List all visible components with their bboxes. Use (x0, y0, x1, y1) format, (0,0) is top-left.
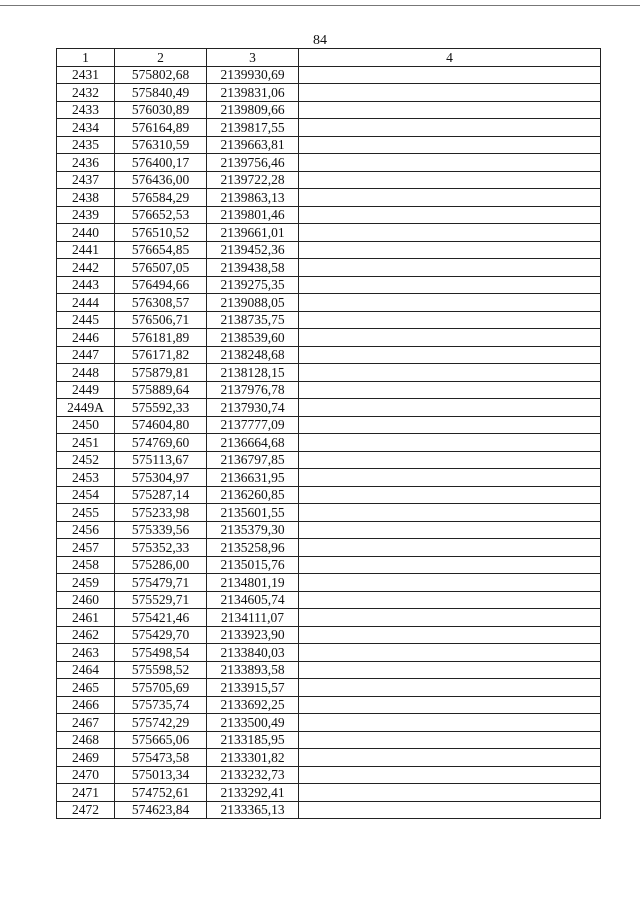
cell-coord-y: 2133840,03 (207, 644, 299, 662)
cell-point-number: 2462 (57, 626, 115, 644)
table-row (57, 241, 601, 259)
cell-coord-y: 2133692,25 (207, 696, 299, 714)
cell-coord-x: 575889,64 (115, 381, 207, 399)
cell-coord-x: 574623,84 (115, 801, 207, 819)
cell-point-number: 2463 (57, 644, 115, 662)
cell-note (299, 84, 601, 102)
cell-coord-y: 2133185,95 (207, 731, 299, 749)
cell-point-number: 2443 (57, 276, 115, 294)
cell-note (299, 224, 601, 242)
table-row (57, 329, 601, 347)
cell-coord-x: 575735,74 (115, 696, 207, 714)
table-row (57, 539, 601, 557)
cell-point-number: 2464 (57, 661, 115, 679)
cell-note (299, 644, 601, 662)
table-row (57, 416, 601, 434)
cell-coord-x: 575802,68 (115, 66, 207, 84)
cell-point-number: 2457 (57, 539, 115, 557)
cell-note (299, 381, 601, 399)
cell-coord-y: 2139863,13 (207, 189, 299, 207)
table-row (57, 171, 601, 189)
table-row (57, 696, 601, 714)
cell-coord-x: 575421,46 (115, 609, 207, 627)
cell-coord-x: 576507,05 (115, 259, 207, 277)
cell-coord-x: 574769,60 (115, 434, 207, 452)
cell-coord-y: 2133893,58 (207, 661, 299, 679)
cell-point-number: 2455 (57, 504, 115, 522)
cell-note (299, 661, 601, 679)
cell-point-number: 2447 (57, 346, 115, 364)
cell-note (299, 311, 601, 329)
cell-point-number: 2435 (57, 136, 115, 154)
cell-point-number: 2450 (57, 416, 115, 434)
cell-note (299, 434, 601, 452)
cell-coord-y: 2133915,57 (207, 679, 299, 697)
cell-note (299, 749, 601, 767)
cell-note (299, 66, 601, 84)
cell-coord-x: 575286,00 (115, 556, 207, 574)
table-row (57, 136, 601, 154)
cell-coord-y: 2139722,28 (207, 171, 299, 189)
cell-coord-y: 2137930,74 (207, 399, 299, 417)
table-row (57, 469, 601, 487)
table-row (57, 644, 601, 662)
table-row (57, 84, 601, 102)
cell-note (299, 574, 601, 592)
table-row (57, 574, 601, 592)
cell-point-number: 2441 (57, 241, 115, 259)
cell-coord-y: 2133500,49 (207, 714, 299, 732)
cell-coord-x: 576400,17 (115, 154, 207, 172)
cell-coord-x: 574604,80 (115, 416, 207, 434)
cell-coord-y: 2133292,41 (207, 784, 299, 802)
cell-point-number: 2467 (57, 714, 115, 732)
cell-point-number: 2446 (57, 329, 115, 347)
cell-point-number: 2431 (57, 66, 115, 84)
cell-coord-x: 576030,89 (115, 101, 207, 119)
cell-coord-y: 2136631,95 (207, 469, 299, 487)
cell-note (299, 206, 601, 224)
cell-coord-y: 2136664,68 (207, 434, 299, 452)
cell-note (299, 329, 601, 347)
header-row (57, 49, 601, 67)
cell-point-number: 2456 (57, 521, 115, 539)
table-row (57, 154, 601, 172)
table-row (57, 626, 601, 644)
header-col-1: 1 (57, 49, 115, 67)
cell-coord-y: 2135601,55 (207, 504, 299, 522)
cell-coord-x: 576494,66 (115, 276, 207, 294)
cell-coord-y: 2133365,13 (207, 801, 299, 819)
cell-point-number: 2451 (57, 434, 115, 452)
cell-coord-x: 574752,61 (115, 784, 207, 802)
cell-note (299, 136, 601, 154)
cell-coord-y: 2139930,69 (207, 66, 299, 84)
cell-point-number: 2454 (57, 486, 115, 504)
table-row (57, 381, 601, 399)
cell-note (299, 696, 601, 714)
cell-point-number: 2449 (57, 381, 115, 399)
cell-coord-x: 575529,71 (115, 591, 207, 609)
table-row (57, 486, 601, 504)
cell-note (299, 451, 601, 469)
table-row (57, 224, 601, 242)
cell-point-number: 2438 (57, 189, 115, 207)
cell-coord-x: 575113,67 (115, 451, 207, 469)
cell-coord-y: 2136797,85 (207, 451, 299, 469)
cell-coord-y: 2139088,05 (207, 294, 299, 312)
cell-coord-x: 575665,06 (115, 731, 207, 749)
cell-coord-y: 2139817,55 (207, 119, 299, 137)
cell-note (299, 539, 601, 557)
cell-note (299, 504, 601, 522)
cell-coord-y: 2139438,58 (207, 259, 299, 277)
cell-coord-x: 575879,81 (115, 364, 207, 382)
header-col-4: 4 (299, 49, 601, 67)
cell-coord-y: 2133923,90 (207, 626, 299, 644)
header-col-3: 3 (207, 49, 299, 67)
cell-coord-x: 576654,85 (115, 241, 207, 259)
table-row (57, 101, 601, 119)
cell-coord-x: 576308,57 (115, 294, 207, 312)
cell-note (299, 714, 601, 732)
cell-coord-x: 575339,56 (115, 521, 207, 539)
table-row (57, 731, 601, 749)
cell-point-number: 2472 (57, 801, 115, 819)
cell-coord-x: 575598,52 (115, 661, 207, 679)
table-row (57, 189, 601, 207)
table-row (57, 346, 601, 364)
cell-coord-y: 2139663,81 (207, 136, 299, 154)
cell-note (299, 626, 601, 644)
cell-point-number: 2470 (57, 766, 115, 784)
table-row (57, 556, 601, 574)
cell-coord-y: 2134605,74 (207, 591, 299, 609)
cell-coord-y: 2135258,96 (207, 539, 299, 557)
cell-coord-x: 575304,97 (115, 469, 207, 487)
cell-coord-y: 2139809,66 (207, 101, 299, 119)
cell-coord-y: 2135015,76 (207, 556, 299, 574)
cell-note (299, 469, 601, 487)
cell-coord-x: 575352,33 (115, 539, 207, 557)
cell-coord-x: 575013,34 (115, 766, 207, 784)
cell-point-number: 2444 (57, 294, 115, 312)
table-body (57, 66, 601, 819)
table-row (57, 399, 601, 417)
cell-coord-x: 575592,33 (115, 399, 207, 417)
cell-coord-x: 576652,53 (115, 206, 207, 224)
table-row (57, 784, 601, 802)
cell-point-number: 2448 (57, 364, 115, 382)
table-row (57, 294, 601, 312)
cell-point-number: 2458 (57, 556, 115, 574)
header-col-2: 2 (115, 49, 207, 67)
cell-coord-x: 576584,29 (115, 189, 207, 207)
cell-point-number: 2453 (57, 469, 115, 487)
cell-note (299, 119, 601, 137)
cell-point-number: 2437 (57, 171, 115, 189)
cell-note (299, 294, 601, 312)
cell-coord-y: 2139452,36 (207, 241, 299, 259)
cell-point-number: 2433 (57, 101, 115, 119)
cell-point-number: 2468 (57, 731, 115, 749)
cell-coord-y: 2137777,09 (207, 416, 299, 434)
cell-coord-x: 576164,89 (115, 119, 207, 137)
cell-point-number: 2466 (57, 696, 115, 714)
cell-note (299, 171, 601, 189)
cell-coord-x: 575742,29 (115, 714, 207, 732)
table-row (57, 451, 601, 469)
cell-point-number: 2449A (57, 399, 115, 417)
cell-coord-y: 2136260,85 (207, 486, 299, 504)
cell-note (299, 766, 601, 784)
table-row (57, 119, 601, 137)
table-row (57, 801, 601, 819)
page-number: 84 (313, 33, 327, 48)
cell-note (299, 556, 601, 574)
cell-coord-y: 2133301,82 (207, 749, 299, 767)
top-rule (0, 5, 640, 6)
cell-coord-y: 2134801,19 (207, 574, 299, 592)
cell-coord-y: 2134111,07 (207, 609, 299, 627)
cell-point-number: 2442 (57, 259, 115, 277)
cell-note (299, 364, 601, 382)
cell-coord-y: 2135379,30 (207, 521, 299, 539)
cell-coord-x: 575840,49 (115, 84, 207, 102)
cell-note (299, 731, 601, 749)
cell-coord-x: 576181,89 (115, 329, 207, 347)
cell-point-number: 2471 (57, 784, 115, 802)
cell-coord-y: 2139275,35 (207, 276, 299, 294)
cell-note (299, 101, 601, 119)
table-row (57, 311, 601, 329)
cell-point-number: 2460 (57, 591, 115, 609)
cell-point-number: 2465 (57, 679, 115, 697)
cell-coord-y: 2139661,01 (207, 224, 299, 242)
table-row (57, 749, 601, 767)
cell-coord-x: 576310,59 (115, 136, 207, 154)
cell-coord-x: 576506,71 (115, 311, 207, 329)
cell-coord-x: 575287,14 (115, 486, 207, 504)
cell-point-number: 2461 (57, 609, 115, 627)
cell-coord-x: 576436,00 (115, 171, 207, 189)
cell-point-number: 2432 (57, 84, 115, 102)
cell-note (299, 609, 601, 627)
table-row (57, 206, 601, 224)
cell-coord-y: 2139831,06 (207, 84, 299, 102)
cell-note (299, 521, 601, 539)
table-row (57, 276, 601, 294)
cell-coord-y: 2138735,75 (207, 311, 299, 329)
cell-coord-x: 575498,54 (115, 644, 207, 662)
cell-note (299, 784, 601, 802)
table-row (57, 661, 601, 679)
cell-note (299, 399, 601, 417)
cell-coord-y: 2139756,46 (207, 154, 299, 172)
cell-coord-x: 575473,58 (115, 749, 207, 767)
cell-point-number: 2434 (57, 119, 115, 137)
cell-coord-y: 2133232,73 (207, 766, 299, 784)
cell-coord-x: 575233,98 (115, 504, 207, 522)
cell-coord-x: 575705,69 (115, 679, 207, 697)
cell-note (299, 679, 601, 697)
cell-note (299, 486, 601, 504)
cell-note (299, 416, 601, 434)
cell-coord-y: 2138128,15 (207, 364, 299, 382)
cell-point-number: 2445 (57, 311, 115, 329)
cell-coord-x: 575429,70 (115, 626, 207, 644)
cell-note (299, 801, 601, 819)
cell-point-number: 2436 (57, 154, 115, 172)
cell-coord-y: 2139801,46 (207, 206, 299, 224)
cell-note (299, 346, 601, 364)
cell-note (299, 189, 601, 207)
table-row (57, 66, 601, 84)
cell-note (299, 591, 601, 609)
cell-coord-x: 576171,82 (115, 346, 207, 364)
table-row (57, 591, 601, 609)
cell-coord-x: 576510,52 (115, 224, 207, 242)
cell-note (299, 259, 601, 277)
cell-coord-x: 575479,71 (115, 574, 207, 592)
cell-coord-y: 2137976,78 (207, 381, 299, 399)
table-header (57, 49, 601, 67)
table-row (57, 434, 601, 452)
table-row (57, 364, 601, 382)
table-row (57, 679, 601, 697)
cell-note (299, 154, 601, 172)
cell-point-number: 2440 (57, 224, 115, 242)
table-row (57, 521, 601, 539)
cell-point-number: 2439 (57, 206, 115, 224)
cell-coord-y: 2138539,60 (207, 329, 299, 347)
table-row (57, 609, 601, 627)
cell-note (299, 276, 601, 294)
cell-point-number: 2469 (57, 749, 115, 767)
cell-note (299, 241, 601, 259)
cell-point-number: 2459 (57, 574, 115, 592)
table-row (57, 504, 601, 522)
coordinates-table (56, 48, 601, 819)
cell-point-number: 2452 (57, 451, 115, 469)
table-row (57, 259, 601, 277)
cell-coord-y: 2138248,68 (207, 346, 299, 364)
table-row (57, 766, 601, 784)
table-row (57, 714, 601, 732)
